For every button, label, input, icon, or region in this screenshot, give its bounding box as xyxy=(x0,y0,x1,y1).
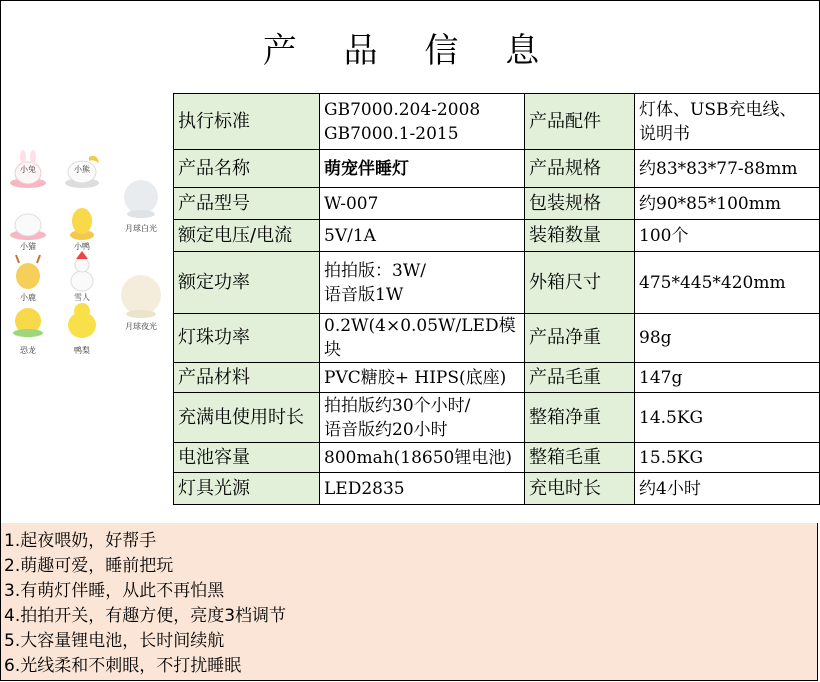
moon-white-lamp-icon xyxy=(124,180,158,218)
duck-lamp-icon xyxy=(70,208,94,240)
spec-row xyxy=(174,473,820,505)
spec-row xyxy=(174,150,820,188)
spec-label: 灯具光源 xyxy=(174,473,320,505)
caption-bear: 小熊 xyxy=(74,165,90,174)
spec-label: 整箱净重 xyxy=(525,393,635,443)
caption-deer: 小鹿 xyxy=(20,293,36,302)
caption-dinosaur: 恐龙 xyxy=(20,346,36,355)
spec-value: 475*445*420mm xyxy=(635,252,820,314)
spec-row xyxy=(174,188,820,220)
spec-label: 额定功率 xyxy=(174,252,320,314)
spec-row xyxy=(174,314,820,363)
spec-label: 装箱数量 xyxy=(525,220,635,252)
spec-value: 约83*83*77-88mm xyxy=(635,150,820,188)
cat-lamp-icon xyxy=(10,214,46,240)
product-photo xyxy=(0,93,174,523)
spec-value: 147g xyxy=(635,363,820,393)
spec-value: 约4小时 xyxy=(635,473,820,505)
spec-label: 产品名称 xyxy=(174,150,320,188)
spec-value: W-007 xyxy=(320,188,525,220)
spec-value: 灯体、USB充电线、 说明书 xyxy=(635,94,820,150)
spec-value: 萌宠伴睡灯 xyxy=(320,150,525,188)
feature-item: 1.起夜喂奶，好帮手 xyxy=(4,531,157,551)
moon-night-lamp-icon xyxy=(121,275,161,318)
feature-item: 2.萌趣可爱，睡前把玩 xyxy=(4,556,174,576)
feature-item: 6.光线柔和不刺眼，不打扰睡眠 xyxy=(4,656,242,676)
spec-row xyxy=(174,363,820,393)
spec-label: 充满电使用时长 xyxy=(174,393,320,443)
spec-value: 0.2W(4×0.05W/LED模块 xyxy=(320,314,525,363)
spec-label: 充电时长 xyxy=(525,473,635,505)
spec-value: 15.5KG xyxy=(635,443,820,473)
caption-cat: 小猫 xyxy=(20,242,36,251)
spec-value: 100个 xyxy=(635,220,820,252)
spec-value: 拍拍版：3W/ 语音版1W xyxy=(320,252,525,314)
feature-list xyxy=(0,523,818,681)
feature-item: 5.大容量锂电池，长时间续航 xyxy=(4,631,225,651)
snowman-lamp-icon xyxy=(71,251,93,291)
spec-value: 98g xyxy=(635,314,820,363)
caption-bunny: 小兔 xyxy=(20,165,36,174)
spec-value: 拍拍版约30个小时/ 语音版约20小时 xyxy=(320,393,525,443)
spec-label: 电池容量 xyxy=(174,443,320,473)
spec-table xyxy=(173,93,820,505)
spec-label: 整箱毛重 xyxy=(525,443,635,473)
spec-label: 产品型号 xyxy=(174,188,320,220)
spec-row xyxy=(174,252,820,314)
spec-row xyxy=(174,393,820,443)
spec-value: 14.5KG xyxy=(635,393,820,443)
deer-lamp-icon xyxy=(16,255,40,289)
dinosaur-lamp-icon xyxy=(13,308,43,337)
spec-row xyxy=(174,94,820,150)
caption-snowman: 雪人 xyxy=(74,293,90,302)
spec-value: GB7000.204-2008 GB7000.1-2015 xyxy=(320,94,525,150)
spec-value: 5V/1A xyxy=(320,220,525,252)
spec-label: 产品净重 xyxy=(525,314,635,363)
feature-item: 3.有萌灯伴睡，从此不再怕黑 xyxy=(4,581,225,601)
spec-label: 执行标准 xyxy=(174,94,320,150)
spec-value: 约90*85*100mm xyxy=(635,188,820,220)
spec-value: PVC糖胶+ HIPS(底座) xyxy=(320,363,525,393)
sheet-title: 产 品 信 息 xyxy=(0,0,820,94)
caption-moon-night: 月球夜光 xyxy=(125,322,157,331)
spec-label: 产品规格 xyxy=(525,150,635,188)
spec-row xyxy=(174,220,820,252)
feature-item: 4.拍拍开关，有趣方便，亮度3档调节 xyxy=(4,606,287,626)
product-lamps-illustration xyxy=(1,93,173,523)
spec-value: 800mah(18650锂电池) xyxy=(320,443,525,473)
caption-moon-white: 月球白光 xyxy=(125,224,157,233)
pear-lamp-icon xyxy=(68,303,96,338)
spec-row xyxy=(174,443,820,473)
spec-label: 外箱尺寸 xyxy=(525,252,635,314)
spec-label: 产品毛重 xyxy=(525,363,635,393)
spec-value: LED2835 xyxy=(320,473,525,505)
spec-label: 额定电压/电流 xyxy=(174,220,320,252)
spec-label: 灯珠功率 xyxy=(174,314,320,363)
spec-label: 包装规格 xyxy=(525,188,635,220)
caption-duck: 小鸭 xyxy=(74,242,90,251)
caption-pear: 鸭梨 xyxy=(74,346,90,355)
spec-label: 产品配件 xyxy=(525,94,635,150)
spec-label: 产品材料 xyxy=(174,363,320,393)
